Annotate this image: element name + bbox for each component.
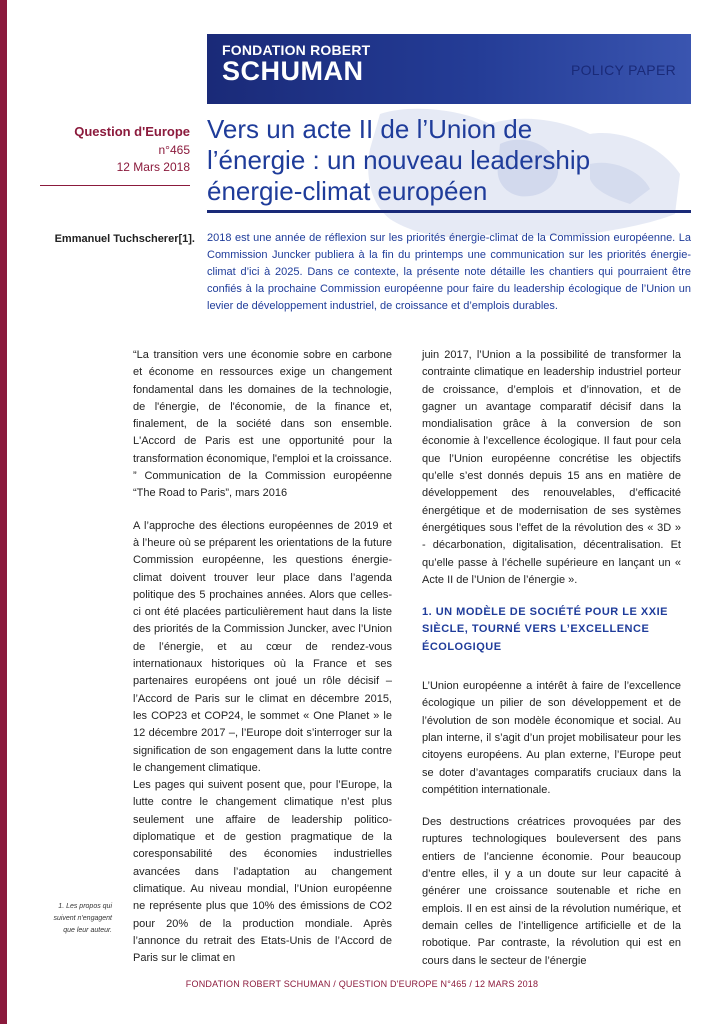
opening-quote: “La transition vers une économie sobre en carbone et économe en ressources exige un changement fondamental dans les domaines de la technologie, de l'énergie, de l'économie, de la finance et, finalement, de la société dans son ensemble. L'Accord de Paris est une opportunité pour la transformation économique, l'emploi et la croissance. ” Communication de la Commission européenne “The Road to Paris”, mars 2016 bbox=[133, 349, 392, 500]
issue-number: n°465 bbox=[158, 143, 190, 157]
body-paragraph: juin 2017, l’Union a la possibilité de transformer la contrainte climatique en leadership industriel porteur de croissance, d’emplois et d’innovation, et de gagner un avantage comparatif décisif dans la mondialisation grâce à la conversion de son économie à l’excellence écologique. Il faut pour cela que l’Union européenne concrétise les objectifs qu’elle s’est donnés depuis 15 ans en matière de développement des renouvelables, d’efficacité énergétique et de modernisation de ses systèmes énergétiques sous l’effet de la révolution des « 3D » - décarbonation, digitalisation, décentralisation. Et qu’elle passe à l’échelle supérieure en lançant un « Acte II de l’Union de l’énergie ». bbox=[422, 349, 681, 586]
publication-date: 12 Mars 2018 bbox=[116, 160, 190, 174]
meta-divider bbox=[40, 185, 190, 186]
title-line: Vers un acte II de l’Union de bbox=[207, 114, 533, 144]
body-paragraph: A l’approche des élections européennes de 2019 et à l’heure où se préparent les orientations de la future Commission européenne, les questions énergie-climat doivent trouver leur place dans l’agenda politique des 5 prochaines années. Alors que celles-ci ont été placées particulièrement haut dans la liste des priorités de la Commission Juncker, avec l’Union de l’énergie, et au cœur de rendez-vous internationaux historiques où la France et ses partenaires européens ont joué un rôle décisif – l’Accord de Paris sur le climat en décembre 2015, les COP23 et COP24, le sommet « One Planet » le 12 décembre 2017 –, l’Europe doit s’interroger sur la signification de son engagement dans la lutte contre le changement climatique. bbox=[133, 519, 392, 774]
document-title bbox=[207, 114, 687, 207]
title-line: l’énergie : un nouveau leadership bbox=[207, 145, 591, 175]
left-accent-bar bbox=[0, 0, 7, 1024]
author-name: Emmanuel Tuchscherer[1]. bbox=[54, 233, 195, 245]
brand-name-line2: SCHUMAN bbox=[222, 56, 364, 86]
title-divider bbox=[207, 210, 691, 213]
document-type-label: POLICY PAPER bbox=[570, 62, 676, 78]
title-line: énergie-climat européen bbox=[207, 176, 488, 206]
body-paragraph: L’Union européenne a intérêt à faire de l’excellence écologique un pilier de son développement et de l’évolution de son modèle économique et social. Au plan interne, il s’agit d’un projet mobilisateur pour les citoyens européens. Au plan externe, l’Europe peut se doter d’avantages comparatifs cruciaux dans la compétition internationale. bbox=[422, 680, 681, 796]
left-column bbox=[133, 347, 392, 982]
body-paragraph: Des destructions créatrices provoquées par des ruptures technologiques bouleversent des pans entiers de l’ancienne économie. Pour beaucoup d’entre elles, il y a un doute sur leur capacité à générer une croissance soutenable et riche en emplois. Il en est ainsi de la révolution numérique, et demain celles de l’intelligence artificielle et de la robotique. Par contraste, la révolution qui est en cours dans le secteur de l’énergie bbox=[422, 816, 681, 967]
section-heading: 1. UN MODÈLE DE SOCIÉTÉ POUR LE XXIE SIÈCLE, TOURNÉ VERS L’EXCELLENCE ÉCOLOGIQUE bbox=[422, 606, 668, 653]
brand-name-line1: FONDATION ROBERT bbox=[222, 42, 371, 58]
abstract-text: 2018 est une année de réflexion sur les priorités énergie-climat de la Commission européenne. La Commission Juncker publiera à la fin du printemps une communication sur les priorités énergie-climat d’ici à 2025. Dans ce contexte, la présente note détaille les chantiers qui pourraient être confiés à la prochaine Commission européenne pour faire du leadership écologique de l’Union un levier de développement industriel, de croissance et d’emplois durables. bbox=[207, 232, 691, 312]
footnote: 1. Les propos qui suivent n'engagent que leur auteur. bbox=[53, 903, 112, 934]
series-label: Question d'Europe bbox=[74, 124, 190, 139]
body-paragraph: Les pages qui suivent posent que, pour l’Europe, la lutte contre le changement climatique n’est plus seulement une affaire de leadership politico-diplomatique et de gestion pragmatique de la coresponsabilité des économies industrielles avancées dans l’adaptation au changement climatique. Au niveau mondial, l’Union européenne ne représente plus que 10% des émissions de CO2 pour 20% de la production mondiale. Après l’annonce du retrait des Etats-Unis de l’Accord de Paris sur le climat en bbox=[133, 779, 392, 965]
page-footer: FONDATION ROBERT SCHUMAN / QUESTION D'EUROPE N°465 / 12 MARS 2018 bbox=[185, 979, 539, 989]
right-column bbox=[422, 347, 681, 985]
